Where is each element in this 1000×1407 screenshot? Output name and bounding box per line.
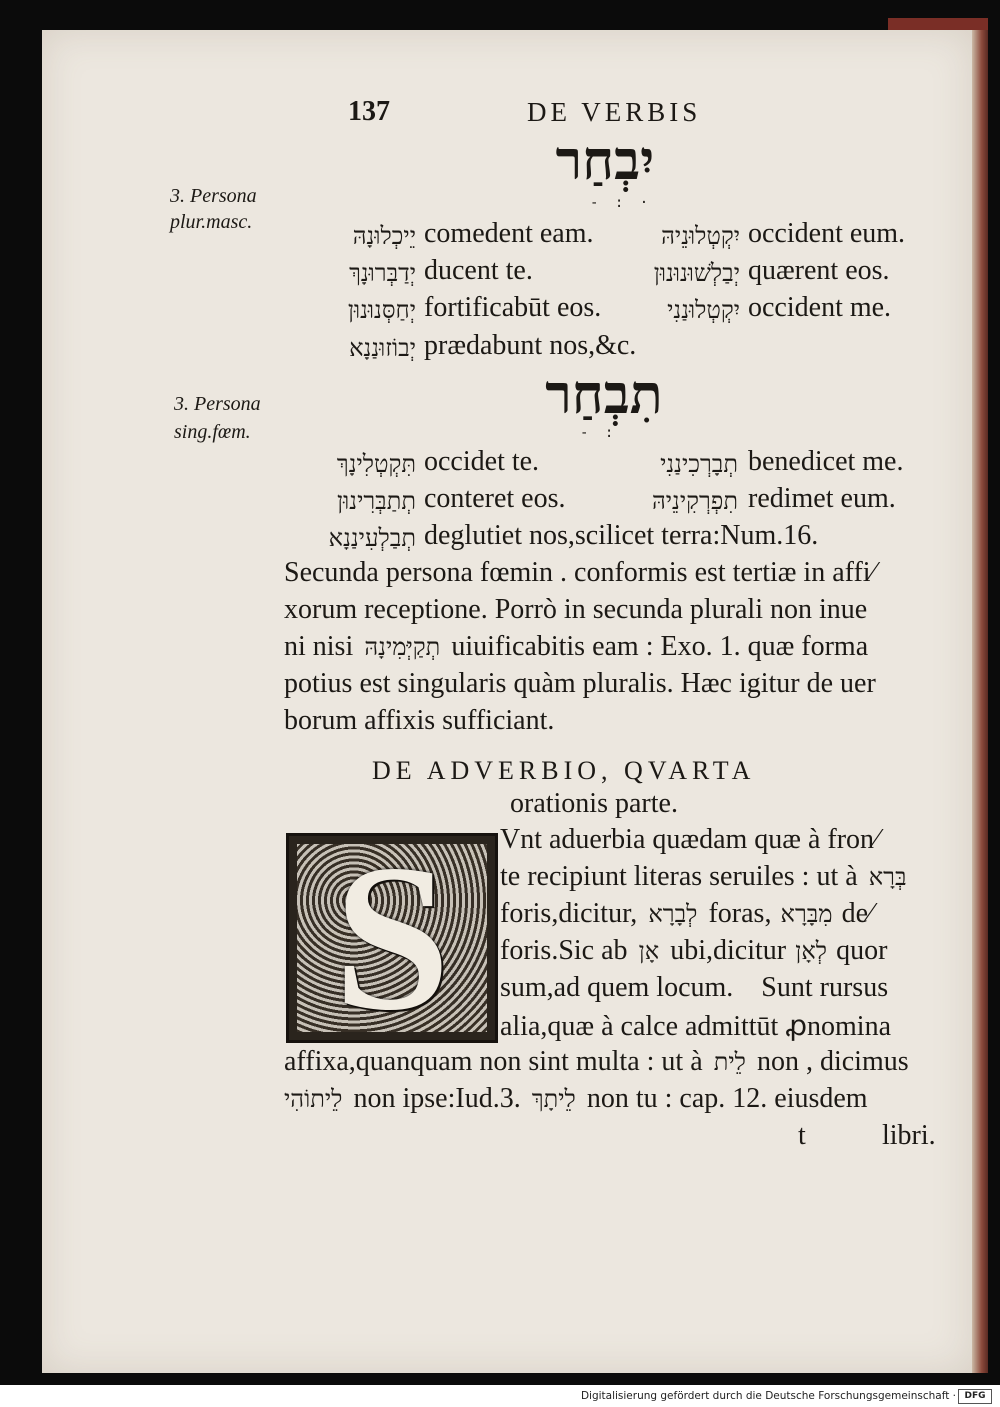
section3-line4-hebrew1: אָן xyxy=(638,937,660,965)
row6-latin-2: redimet eum. xyxy=(748,483,896,514)
decorated-initial xyxy=(286,822,498,1054)
book-edge-top xyxy=(888,18,988,30)
row1-latin-1: comedent eam. xyxy=(424,218,594,249)
row5-latin-2: benedicet me. xyxy=(748,446,904,477)
paragraph1-line1: Secunda persona fœmin . conformis est tertiæ in affi⁄ xyxy=(284,557,876,588)
paragraph1-line3-hebrew: תְקַיְּמִינָהּ xyxy=(364,633,441,661)
row3-hebrew-2: יִקְטְלוּנַנִי xyxy=(667,296,740,324)
initial-letter: S xyxy=(333,822,451,1054)
row5-hebrew-2: תְבָרְכִינַנִי xyxy=(660,450,738,478)
row5-hebrew-1: תִּקְטְלִינָךְ xyxy=(336,450,416,478)
margin-note-1-line1: 3. Persona xyxy=(170,185,257,207)
hebrew-heading-1: יִבְחַר xyxy=(555,128,655,192)
section3-line4-hebrew2: לְאָן xyxy=(795,937,827,965)
section3-line7 xyxy=(284,1046,909,1078)
section3-line5: sum,ad quem locum. Sunt rursus xyxy=(500,972,889,1003)
row4-hebrew-1: יְבוֹזוּנַנָא xyxy=(349,334,416,362)
section3-subheading: orationis parte. xyxy=(510,788,678,819)
paragraph1-line5: borum affixis sufficiant. xyxy=(284,705,555,736)
vowel-marks-2: - : xyxy=(580,425,618,441)
paragraph1-line4: potius est singularis quàm pluralis. Hæc igitur de uer xyxy=(284,668,876,699)
section3-line1: Vnt aduerbia quædam quæ à fron⁄ xyxy=(500,824,879,855)
row1-latin-2: occident eum. xyxy=(748,218,906,249)
margin-note-2-line1: 3. Persona xyxy=(174,393,261,415)
row1-hebrew-2: יִקְטְלוּנֵיהּ xyxy=(661,222,740,250)
section3-line3-c: de⁄ xyxy=(841,898,873,929)
row3-latin-2: occident me. xyxy=(748,292,892,323)
margin-note-2-line2: sing.fœm. xyxy=(174,421,251,443)
row6-hebrew-1: תְתַבְּרִינוּן xyxy=(337,487,416,515)
footer-bar xyxy=(0,1385,1000,1407)
section3-heading: DE ADVERBIO, QVARTA xyxy=(372,756,756,785)
section3-line4-c: quor xyxy=(836,935,888,966)
row7-hebrew-1: תְבַלְעִינַנָא xyxy=(328,524,416,552)
page-number: 137 xyxy=(348,96,390,127)
section3-line8-a: non ipse:Iud.3. xyxy=(353,1083,521,1114)
section3-line8 xyxy=(284,1083,868,1115)
section3-line2 xyxy=(500,861,907,893)
section3-line7-b: non , dicimus xyxy=(756,1046,909,1077)
section3-line3 xyxy=(500,898,873,930)
dfg-logo: DFG xyxy=(958,1389,992,1404)
paragraph1-line3-b: uiuificabitis eam : Exo. 1. quæ forma xyxy=(451,631,869,662)
section3-line4-b: ubi,dicitur xyxy=(670,935,787,966)
row2-latin-1: ducent te. xyxy=(424,255,533,286)
section3-line8-hebrew2: לֵיתָךְ xyxy=(531,1085,576,1113)
paragraph1-line3-a: ni nisi xyxy=(284,631,354,662)
paragraph1-line3 xyxy=(284,631,868,663)
section3-line2-a: te recipiunt literas seruiles : ut à xyxy=(500,861,858,892)
margin-note-1-line2: plur.masc. xyxy=(170,211,253,233)
signature-mark: t xyxy=(798,1120,806,1151)
section3-line7-a: affixa,quanquam non sint multa : ut à xyxy=(284,1046,703,1077)
row2-hebrew-2: יְבַלְשׁוּנוּנוּן xyxy=(653,259,740,287)
section3-line7-hebrew: לֵית xyxy=(713,1048,746,1076)
row6-hebrew-2: תִפְרְקִינֵיהּ xyxy=(651,487,738,515)
section3-line3-b: foras, xyxy=(708,898,772,929)
section3-line4 xyxy=(500,935,887,967)
row4-latin-1: prædabunt nos,&c. xyxy=(424,330,637,361)
footer-credit: Digitalisierung gefördert durch die Deutsche Forschungsgemeinschaft · xyxy=(580,1390,956,1402)
row6-latin-1: conteret eos. xyxy=(424,483,566,514)
row2-hebrew-1: יְדַבְּרוּנָךְ xyxy=(349,259,416,287)
row3-latin-1: fortificabūt eos. xyxy=(424,292,602,323)
section3-line8-b: non tu : cap. 12. eiusdem xyxy=(586,1083,868,1114)
section3-line3-hebrew2: מִבָּרָא xyxy=(780,900,833,928)
vowel-marks-1: - : · xyxy=(590,195,653,211)
section3-line3-a: foris,dicitur, xyxy=(500,898,638,929)
section3-line8-hebrew1: לֵיתוֹהִי xyxy=(284,1085,343,1113)
catchword: libri. xyxy=(882,1120,936,1151)
book-edge xyxy=(972,30,988,1373)
row5-latin-1: occidet te. xyxy=(424,446,540,477)
running-title: DE VERBIS xyxy=(527,97,702,127)
hebrew-heading-2: תִבְחַר xyxy=(545,362,663,426)
section3-line3-hebrew1: לְבָרָא xyxy=(648,900,698,928)
section3-line6: alia,quæ à calce admittūt ꝓnomina xyxy=(500,1011,892,1042)
paragraph1-line2: xorum receptione. Porrò in secunda plurali non inue xyxy=(284,594,868,625)
section3-line2-hebrew: בְּרָא xyxy=(868,863,907,891)
row2-latin-2: quærent eos. xyxy=(748,255,890,286)
row7-latin-1: deglutiet nos,scilicet terra:Num.16. xyxy=(424,520,819,551)
section3-line4-a: foris.Sic ab xyxy=(500,935,628,966)
row3-hebrew-1: יְחַסְּנוּנוּן xyxy=(347,296,416,324)
row1-hebrew-1: יֵיכְלוּנָהּ xyxy=(352,222,416,250)
